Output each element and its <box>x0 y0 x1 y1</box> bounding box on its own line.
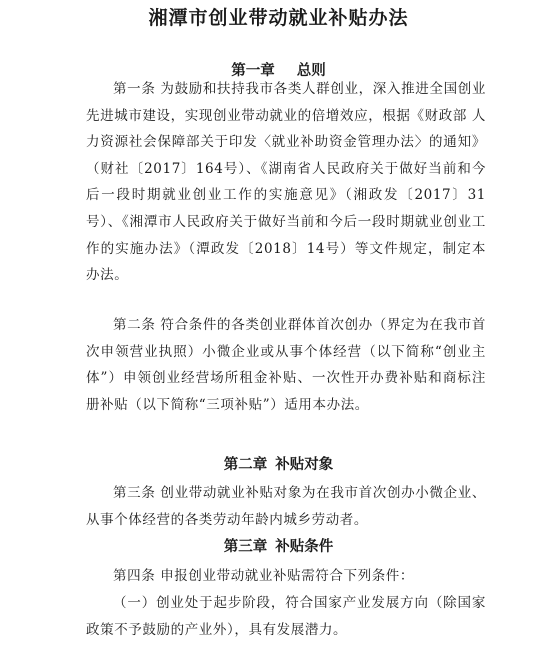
article-2: 第二条 符合条件的各类创业群体首次创办（界定为在我市首次申领营业执照）小微企业或从事个体经营（以下简称“创业主体”）申领创业经营场所租金补贴、一次性开办费补贴和商标注册补贴（以下简称“三项补贴”）适用本办法。 <box>86 317 486 413</box>
chapter-heading-2 <box>0 455 557 475</box>
chapter-number: 第二章 <box>223 457 268 473</box>
chapter-number: 第三章 <box>223 539 268 555</box>
article-3: 第三条 创业带动就业补贴对象为在我市首次创办小微企业、从事个体经营的各类劳动年龄内城乡劳动者。 <box>86 485 486 528</box>
chapter-name: 总则 <box>296 63 326 79</box>
chapter-name: 补贴条件 <box>275 539 334 555</box>
document-title: 湘潭市创业带动就业补贴办法 <box>148 7 409 29</box>
article-1: 第一条 为鼓励和扶持我市各类人群创业，深入推进全国创业先进城市建设，实现创业带动就业的倍增效应，根据《财政部 人力资源社会保障部关于印发〈就业补助资金管理办法〉的通知》（财社〔2017〕164号）、《湖南省人民政府关于做好当前和今后一段时期就业创业工作的实施意见》（湘政发〔2017〕31号）、《湘潭市人民政府关于做好当前和今后一段时期就业创业工作的实施办法》（潭政发〔2018〕14号）等文件规定，制定本办法。 <box>86 81 486 284</box>
article-4: 第四条 申报创业带动就业补贴需符合下列条件： <box>113 568 414 584</box>
chapter-name: 补贴对象 <box>275 457 334 473</box>
chapter-heading-3 <box>0 537 557 557</box>
article-4-item-1: （一）创业处于起步阶段，符合国家产业发展方向（除国家政策不予鼓励的产业外），具有发展潜力。 <box>86 595 486 638</box>
chapter-number: 第一章 <box>231 63 275 79</box>
